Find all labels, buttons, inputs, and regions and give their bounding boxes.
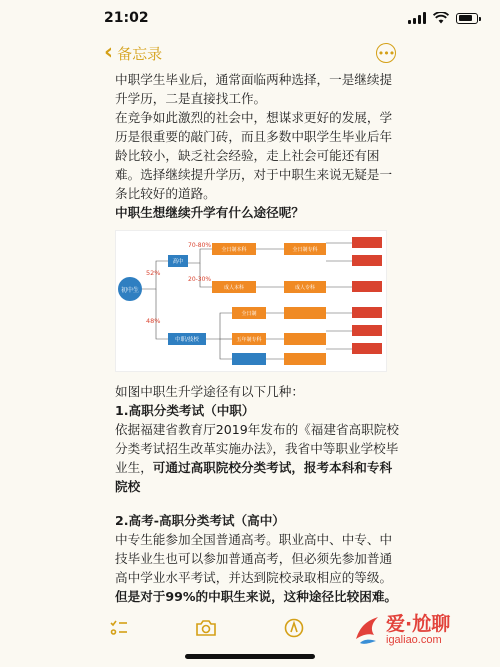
- back-button[interactable]: [104, 42, 162, 64]
- path-node-4-label: 五年制专科: [236, 337, 262, 343]
- outcome-node-1-label: 全日制专科: [292, 247, 318, 253]
- pct-20-30-label: 20-30%: [188, 276, 212, 283]
- more-options-icon[interactable]: •••: [376, 43, 396, 63]
- note-question: 中职生想继续升学有什么途径呢？: [115, 205, 304, 220]
- path-node-5: [232, 353, 266, 365]
- cellular-signal-icon: [408, 12, 426, 24]
- section1-text-a: 依据福建省教育厅2019年发布的《福建省高职院校分类考试招生改革实施办法》，我省中等职业学校毕业生，: [115, 422, 399, 475]
- section2-title: 2.高考-高职分类考试（高中）: [115, 513, 285, 528]
- final-node-6: [352, 343, 382, 354]
- battery-icon: [456, 13, 478, 24]
- checklist-icon[interactable]: [108, 617, 130, 639]
- note-paragraph-intro: 中职学生毕业后，通常面临两种选择，一是继续提升学历，二是直接找工作。: [115, 72, 393, 106]
- markup-pen-icon[interactable]: [283, 617, 305, 639]
- final-node-3: [352, 281, 382, 292]
- final-node-5: [352, 325, 382, 336]
- pct-70-80-label: 70-80%: [188, 242, 212, 249]
- section2-text: [115, 530, 400, 606]
- watermark-sub: igaliao.com: [386, 634, 442, 647]
- site-watermark-logo: [352, 600, 497, 660]
- section2-text-a: 中专生能参加全国普通高考。职业高中、中专、中技毕业生也可以参加普通高考，但必须先参加普通高中学业水平考试，并达到院校录取相应的等级。: [115, 532, 393, 585]
- pathway-diagram-image: [115, 230, 387, 372]
- path-node-2-label: 成人本科: [223, 285, 245, 291]
- path-node-1-label: 全日制本科: [221, 247, 247, 253]
- vocational-label: 中职/技校: [175, 337, 199, 343]
- outcome-node-5: [284, 353, 326, 365]
- status-time: 21:02: [104, 10, 149, 26]
- home-indicator[interactable]: [185, 654, 315, 659]
- wifi-icon: [433, 12, 449, 24]
- high-school-label: 高中: [172, 259, 184, 265]
- status-icons: [408, 12, 478, 24]
- note-paragraph-2: 在竞争如此激烈的社会中，想谋求更好的发展，学历是很重要的敲门砖，而且多数中职学生毕业后年龄比较小，缺乏社会经验，走上社会可能还有困难。选择继续提升学历，对于中职生来说无疑是一条比较好的道路。: [115, 110, 393, 201]
- paragraph-spacer: [115, 496, 400, 511]
- bird-logo-icon: [352, 613, 382, 647]
- chevron-left-icon: ‹: [104, 40, 114, 65]
- section2-text-b: 但是对于99%的中职生来说，这种途径比较困难。: [115, 589, 398, 604]
- section1-text: [115, 420, 400, 496]
- outcome-node-2-label: 成人专科: [294, 285, 316, 291]
- watermark-main: 爱·尬聊: [386, 612, 451, 635]
- outcome-node-4: [284, 333, 326, 345]
- figure-caption: 如图中职生升学途径有以下几种：: [115, 384, 304, 399]
- final-node-4: [352, 307, 382, 318]
- pct-52-label: 52%: [146, 269, 161, 277]
- pct-48-label: 48%: [146, 317, 161, 325]
- back-label: 备忘录: [117, 44, 163, 63]
- outcome-node-3: [284, 307, 326, 319]
- final-node-2: [352, 255, 382, 266]
- final-node-1: [352, 237, 382, 248]
- status-bar: [0, 0, 500, 36]
- note-body[interactable]: [115, 70, 400, 610]
- nav-bar: [0, 36, 500, 70]
- pathway-diagram: [116, 231, 386, 371]
- watermark-text: [386, 614, 450, 647]
- section1-title: 1.高职分类考试（中职）: [115, 403, 255, 418]
- path-node-3-label: 全日制: [241, 311, 257, 317]
- camera-icon[interactable]: [195, 617, 217, 639]
- section1-text-b: 可通过高职院校分类考试，报考本科和专科院校: [115, 460, 393, 494]
- root-label: 初中生: [120, 287, 140, 294]
